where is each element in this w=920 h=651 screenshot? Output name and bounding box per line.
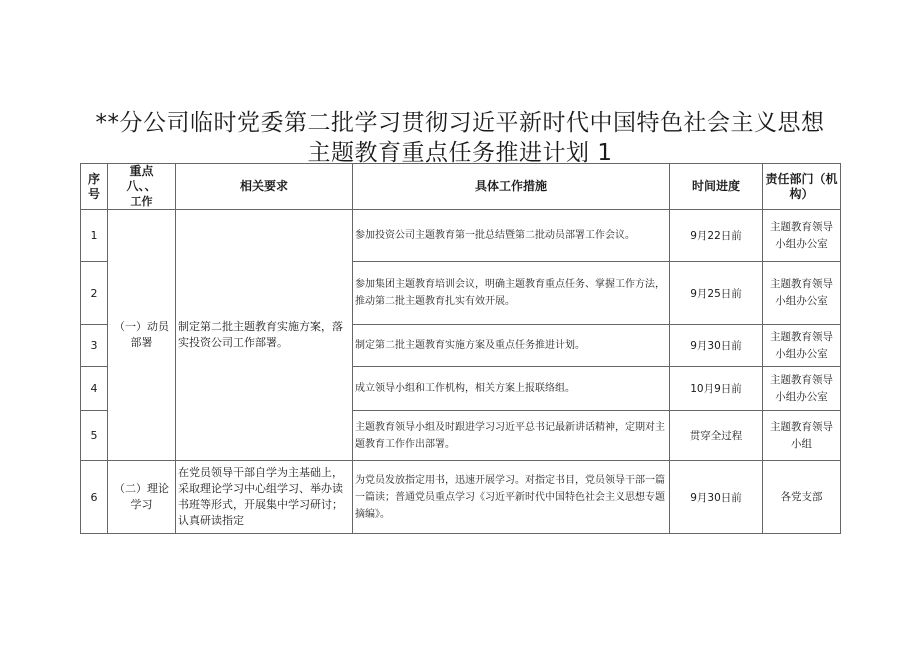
measure-cell: 参加投资公司主题教育第一批总结暨第二批动员部署工作会议。 (353, 210, 670, 262)
header-progress: 时间进度 (670, 164, 763, 210)
measure-cell: 成立领导小组和工作机构，相关方案上报联络组。 (353, 367, 670, 411)
table-row (81, 210, 841, 262)
measure-cell: 为党员发放指定用书，迅速开展学习。对指定书目，党员领导干部一篇一篇读；普通党员重点学习《习近平新时代中国特色社会主义思想专题摘编》。 (353, 461, 670, 534)
header-key-tasks-line-3: 工作 (130, 195, 153, 208)
department-cell: 主题教育领导小组 (763, 411, 841, 461)
requirement-cell: 制定第二批主题教育实施方案，落实投资公司工作部署。 (176, 210, 353, 461)
time-progress-cell: 9月22日前 (670, 210, 763, 262)
header-measures: 具体工作措施 (353, 164, 670, 210)
row-number: 6 (81, 461, 108, 534)
document-title-line-2: 主题教育重点任务推进计划 1 (307, 140, 613, 166)
department-cell: 主题教育领导小组办公室 (763, 367, 841, 411)
table-header-row (81, 164, 841, 210)
time-progress-cell: 贯穿全过程 (670, 411, 763, 461)
time-progress-cell: 10月9日前 (670, 367, 763, 411)
header-requirements: 相关要求 (176, 164, 353, 210)
header-department: 责任部门（机构） (763, 164, 841, 210)
category-cell: （二）理论学习 (108, 461, 176, 534)
row-number: 2 (81, 262, 108, 325)
measure-cell: 制定第二批主题教育实施方案及重点任务推进计划。 (353, 325, 670, 367)
document-title-line-1: **分公司临时党委第二批学习贯彻习近平新时代中国特色社会主义思想 (95, 110, 825, 136)
table-row (81, 461, 841, 534)
department-cell: 各党支部 (763, 461, 841, 534)
header-key-tasks-line-2: 八、、 (126, 179, 157, 193)
department-cell: 主题教育领导小组办公室 (763, 262, 841, 325)
time-progress-cell: 9月30日前 (670, 325, 763, 367)
header-index: 序号 (81, 164, 108, 210)
department-cell: 主题教育领导小组办公室 (763, 325, 841, 367)
requirement-cell: 在党员领导干部自学为主基础上，采取理论学习中心组学习、举办读书班等形式，开展集中学习研讨；认真研读指定 (176, 461, 353, 534)
measure-cell: 主题教育领导小组及时跟进学习习近平总书记最新讲话精神，定期对主题教育工作作出部署。 (353, 411, 670, 461)
task-plan-table (80, 163, 841, 534)
row-number: 1 (81, 210, 108, 262)
row-number: 3 (81, 325, 108, 367)
header-key-tasks-line-1: 重点 (129, 164, 154, 178)
category-cell: （一）动员部署 (108, 210, 176, 461)
header-key-tasks (108, 164, 176, 210)
row-number: 4 (81, 367, 108, 411)
row-number: 5 (81, 411, 108, 461)
time-progress-cell: 9月25日前 (670, 262, 763, 325)
department-cell: 主题教育领导小组办公室 (763, 210, 841, 262)
time-progress-cell: 9月30日前 (670, 461, 763, 534)
measure-cell: 参加集团主题教育培训会议，明确主题教育重点任务、掌握工作方法，推动第二批主题教育扎实有效开展。 (353, 262, 670, 325)
